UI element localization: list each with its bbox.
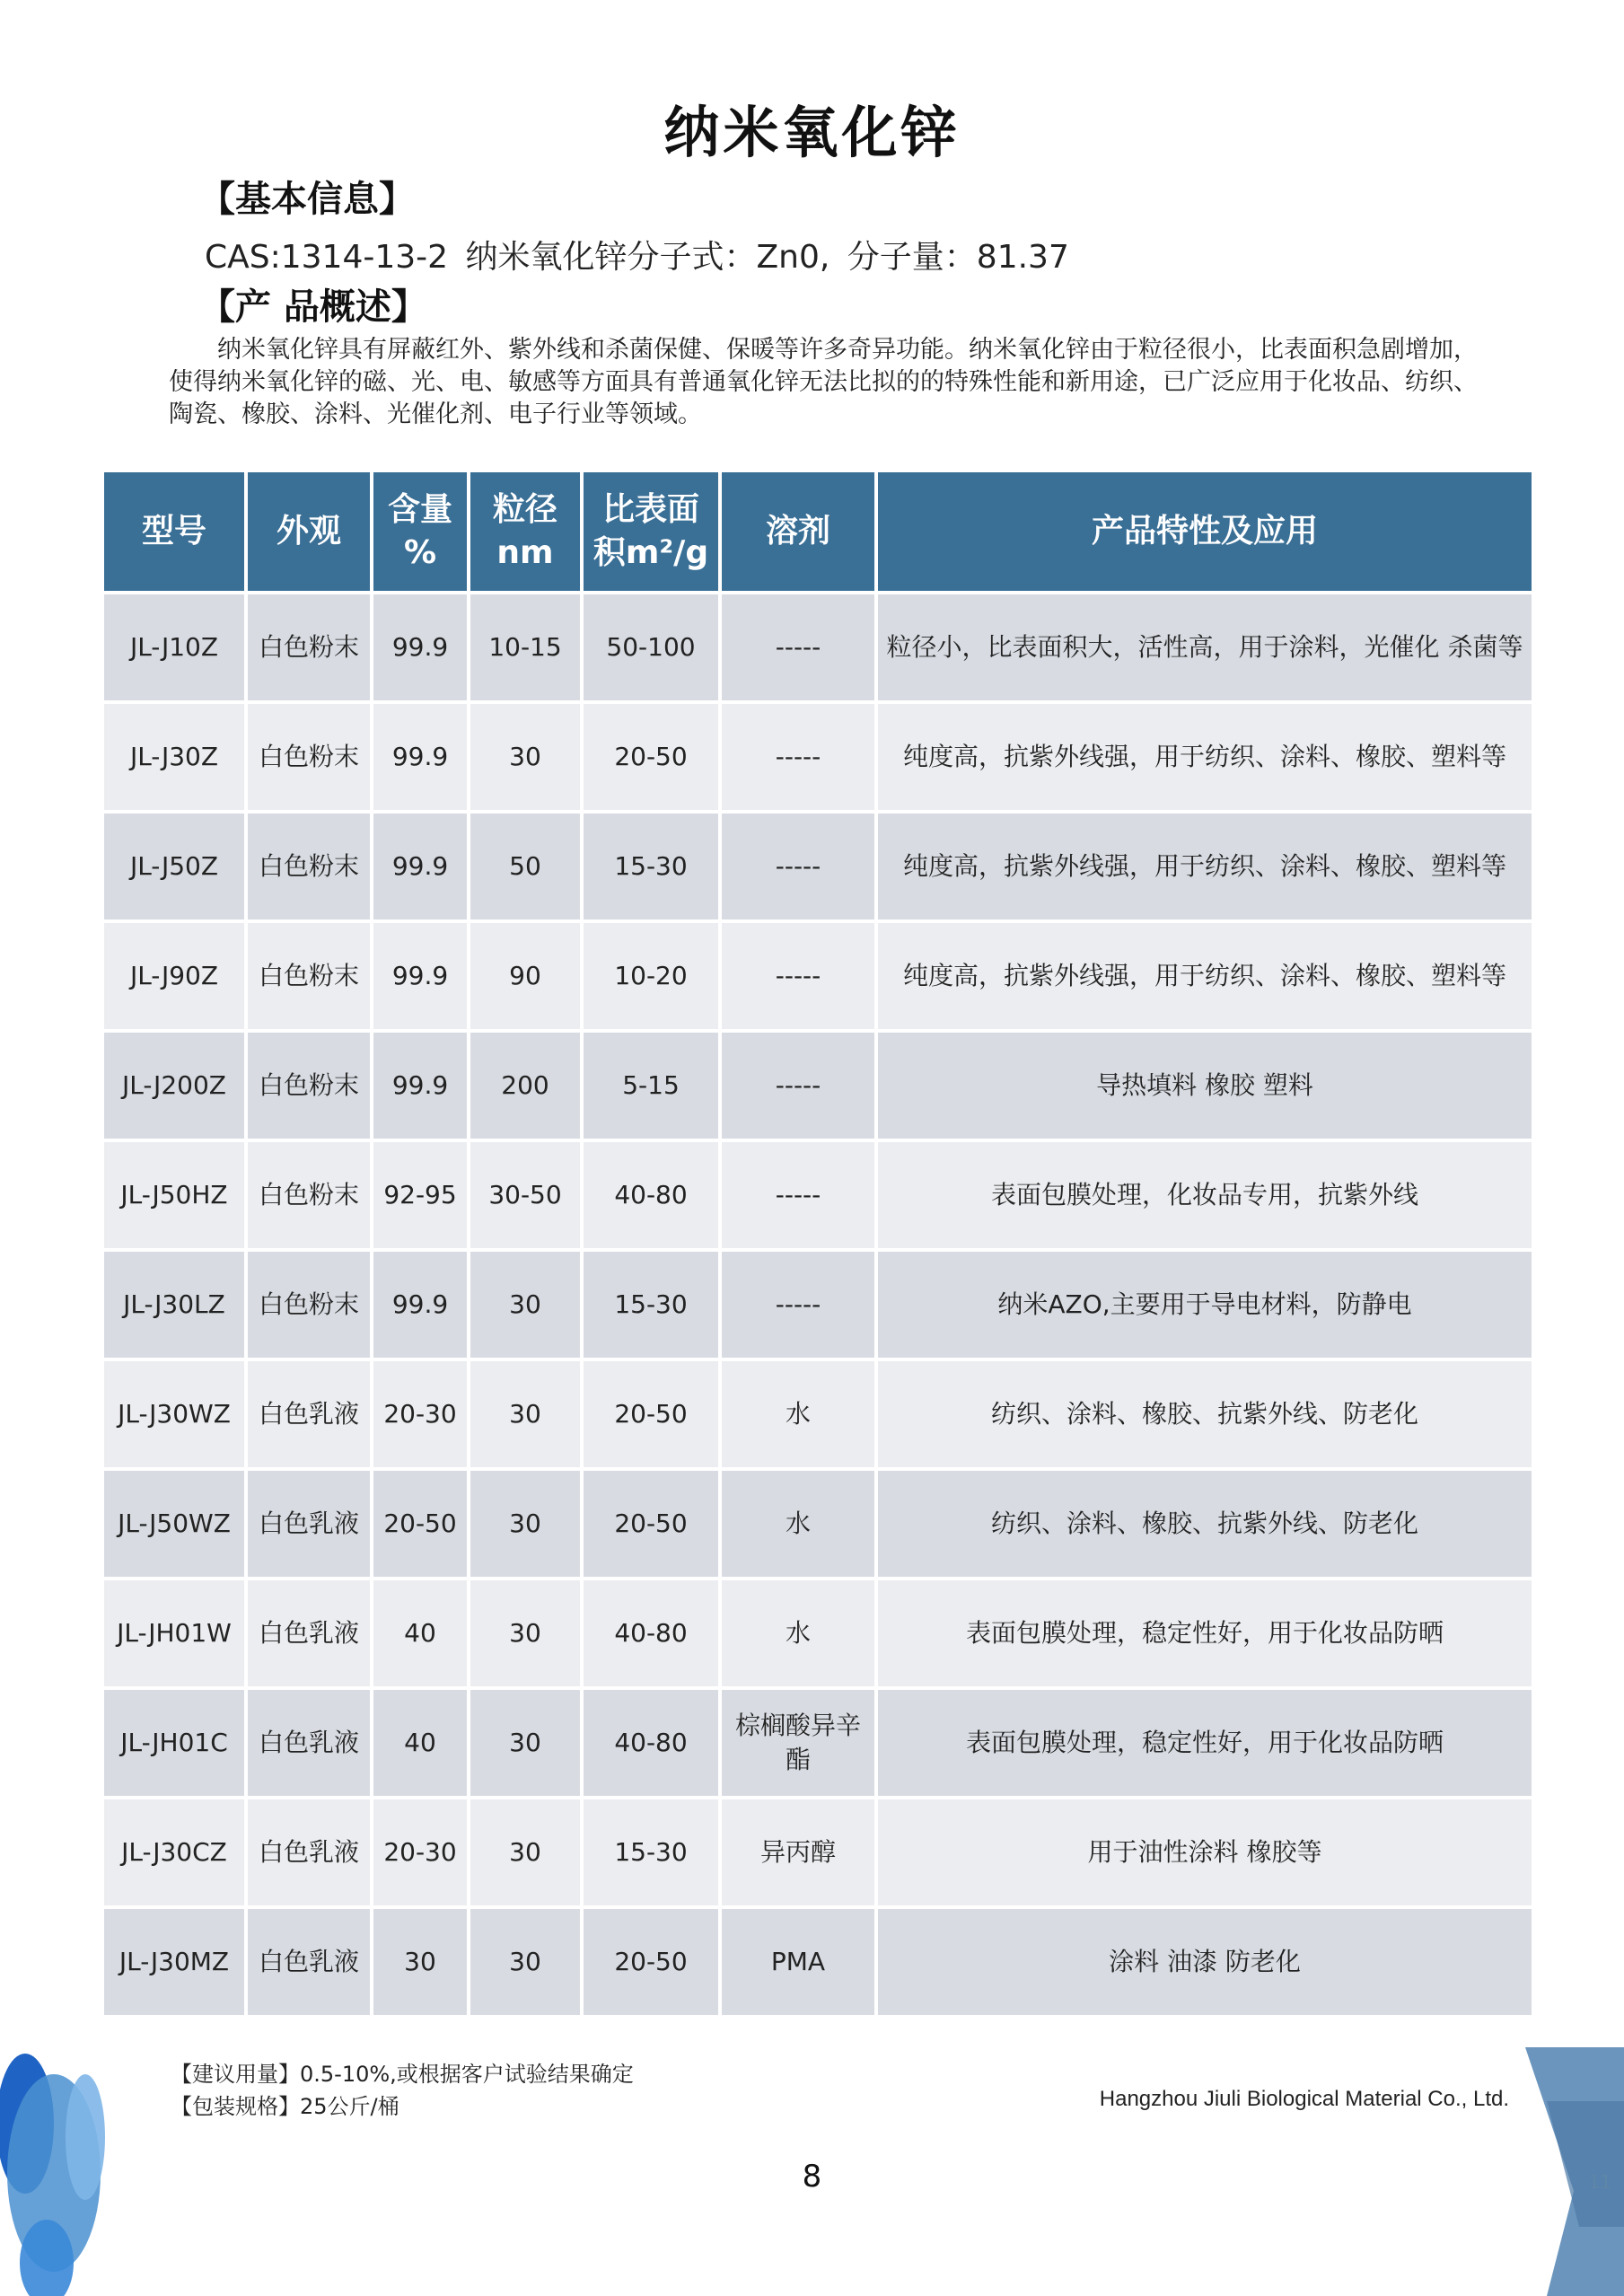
cell-particle-size: 50 (470, 814, 580, 919)
cell-surface-area: 20-50 (584, 1471, 718, 1577)
cell-model: JL-J200Z (104, 1033, 244, 1139)
cell-content: 30 (373, 1909, 467, 2015)
cell-application: 纺织、涂料、橡胶、抗紫外线、防老化 (878, 1471, 1532, 1577)
cell-content: 99.9 (373, 814, 467, 919)
cell-solvent: 棕榈酸异辛酯 (722, 1690, 874, 1796)
cell-model: JL-J30LZ (104, 1252, 244, 1358)
cell-particle-size: 30 (470, 1580, 580, 1686)
header-content: 含量 % (373, 472, 467, 591)
molecular-weight: 分子量：81.37 (847, 239, 1069, 276)
cell-application: 纯度高，抗紫外线强，用于纺织、涂料、橡胶、塑料等 (878, 923, 1532, 1029)
cell-application: 纺织、涂料、橡胶、抗紫外线、防老化 (878, 1361, 1532, 1467)
header-particle-size: 粒径 nm (470, 472, 580, 591)
cell-content: 99.9 (373, 1033, 467, 1139)
cell-appearance: 白色粉末 (248, 594, 370, 700)
table-row (104, 1909, 1532, 2015)
cell-application: 纯度高，抗紫外线强，用于纺织、涂料、橡胶、塑料等 (878, 814, 1532, 919)
cell-content: 99.9 (373, 704, 467, 810)
cell-content: 99.9 (373, 594, 467, 700)
cell-particle-size: 30 (470, 1471, 580, 1577)
cell-appearance: 白色乳液 (248, 1799, 370, 1905)
corner-page-number: 11 (1588, 2171, 1611, 2193)
cell-content: 99.9 (373, 923, 467, 1029)
header-model: 型号 (104, 472, 244, 591)
cell-content: 40 (373, 1690, 467, 1796)
cell-particle-size: 200 (470, 1033, 580, 1139)
cell-surface-area: 40-80 (584, 1690, 718, 1796)
cell-model: JL-J50HZ (104, 1142, 244, 1248)
cell-content: 99.9 (373, 1252, 467, 1358)
cell-appearance: 白色粉末 (248, 1033, 370, 1139)
cell-particle-size: 30 (470, 704, 580, 810)
cell-model: JL-J50WZ (104, 1471, 244, 1577)
cell-application: 表面包膜处理，稳定性好，用于化妆品防晒 (878, 1580, 1532, 1686)
overview-heading: 【产 品概述】 (199, 286, 427, 328)
cell-appearance: 白色乳液 (248, 1361, 370, 1467)
packaging-note: 【包装规格】25公斤/桶 (171, 2094, 399, 2119)
cell-model: JL-J30CZ (104, 1799, 244, 1905)
basic-info-heading: 【基本信息】 (199, 179, 415, 220)
cell-solvent: 异丙醇 (722, 1799, 874, 1905)
cell-model: JL-J50Z (104, 814, 244, 919)
cell-application: 表面包膜处理，化妆品专用，抗紫外线 (878, 1142, 1532, 1248)
cell-particle-size: 10-15 (470, 594, 580, 700)
cell-model: JL-J90Z (104, 923, 244, 1029)
cell-application: 用于油性涂料 橡胶等 (878, 1799, 1532, 1905)
table-row (104, 1252, 1532, 1358)
cell-model: JL-JH01C (104, 1690, 244, 1796)
cell-surface-area: 15-30 (584, 1799, 718, 1905)
cell-surface-area: 5-15 (584, 1033, 718, 1139)
table-body (104, 594, 1532, 2015)
header-surface-area: 比表面 积m²/g (584, 472, 718, 591)
cell-content: 20-30 (373, 1799, 467, 1905)
cell-content: 92-95 (373, 1142, 467, 1248)
cell-particle-size: 30 (470, 1799, 580, 1905)
cell-model: JL-J30Z (104, 704, 244, 810)
cell-content: 20-50 (373, 1471, 467, 1577)
cell-particle-size: 30 (470, 1361, 580, 1467)
basic-info-line (205, 232, 1076, 277)
cell-solvent: ----- (722, 923, 874, 1029)
cell-solvent: ----- (722, 1142, 874, 1248)
table-row (104, 923, 1532, 1029)
page-number: 8 (802, 2159, 822, 2195)
cell-surface-area: 15-30 (584, 814, 718, 919)
cell-appearance: 白色粉末 (248, 814, 370, 919)
cell-surface-area: 20-50 (584, 1909, 718, 2015)
cell-appearance: 白色乳液 (248, 1909, 370, 2015)
cell-solvent: ----- (722, 814, 874, 919)
cell-surface-area: 50-100 (584, 594, 718, 700)
table-row (104, 704, 1532, 810)
cell-surface-area: 40-80 (584, 1580, 718, 1686)
table-row (104, 1361, 1532, 1467)
product-spec-table (101, 469, 1535, 2019)
cell-solvent: PMA (722, 1909, 874, 2015)
cell-particle-size: 90 (470, 923, 580, 1029)
table-row (104, 1580, 1532, 1686)
overview-text: 纳米氧化锌具有屏蔽红外、紫外线和杀菌保健、保暖等许多奇异功能。纳米氧化锌由于粒径很小，比表面积急剧增加，使得纳米氧化锌的磁、光、电、敏感等方面具有普通氧化锌无法比拟的的特殊性能和新用途，已广泛应用于化妆品、纺织、陶瓷、橡胶、涂料、光催化剂、电子行业等领域。 (169, 336, 1478, 428)
cell-solvent: 水 (722, 1471, 874, 1577)
cell-application: 涂料 油漆 防老化 (878, 1909, 1532, 2015)
molecular-formula: 纳米氧化锌分子式：Zn0, (465, 239, 830, 276)
cell-surface-area: 20-50 (584, 704, 718, 810)
cell-solvent: 水 (722, 1580, 874, 1686)
cas-number: CAS:1314-13-2 (205, 239, 449, 276)
page-title: 纳米氧化锌 (663, 100, 961, 165)
cell-appearance: 白色乳液 (248, 1471, 370, 1577)
table-header-row (104, 472, 1532, 591)
cell-solvent: ----- (722, 594, 874, 700)
cell-model: JL-J30WZ (104, 1361, 244, 1467)
cell-application: 表面包膜处理，稳定性好，用于化妆品防晒 (878, 1690, 1532, 1796)
decorative-bubbles (0, 2038, 117, 2296)
cell-model: JL-J10Z (104, 594, 244, 700)
cell-appearance: 白色粉末 (248, 704, 370, 810)
cell-surface-area: 40-80 (584, 1142, 718, 1248)
header-appearance: 外观 (248, 472, 370, 591)
cell-particle-size: 30-50 (470, 1142, 580, 1248)
cell-application: 纳米AZO,主要用于导电材料，防静电 (878, 1252, 1532, 1358)
table-row (104, 1690, 1532, 1796)
cell-particle-size: 30 (470, 1909, 580, 2015)
table-row (104, 594, 1532, 700)
cell-application: 纯度高，抗紫外线强，用于纺织、涂料、橡胶、塑料等 (878, 704, 1532, 810)
cell-particle-size: 30 (470, 1690, 580, 1796)
cell-model: JL-JH01W (104, 1580, 244, 1686)
cell-surface-area: 15-30 (584, 1252, 718, 1358)
table-row (104, 1142, 1532, 1248)
cell-appearance: 白色乳液 (248, 1580, 370, 1686)
cell-particle-size: 30 (470, 1252, 580, 1358)
cell-model: JL-J30MZ (104, 1909, 244, 2015)
table-row (104, 1799, 1532, 1905)
cell-application: 粒径小，比表面积大，活性高，用于涂料，光催化 杀菌等 (878, 594, 1532, 700)
table-row (104, 1471, 1532, 1577)
cell-appearance: 白色粉末 (248, 1142, 370, 1248)
cell-application: 导热填料 橡胶 塑料 (878, 1033, 1532, 1139)
footer-notes (171, 2058, 634, 2123)
cell-content: 40 (373, 1580, 467, 1686)
cell-appearance: 白色乳液 (248, 1690, 370, 1796)
header-solvent: 溶剂 (722, 472, 874, 591)
cell-appearance: 白色粉末 (248, 1252, 370, 1358)
cell-solvent: ----- (722, 704, 874, 810)
cell-content: 20-30 (373, 1361, 467, 1467)
cell-surface-area: 10-20 (584, 923, 718, 1029)
cell-solvent: ----- (722, 1252, 874, 1358)
cell-solvent: 水 (722, 1361, 874, 1467)
dosage-note: 【建议用量】0.5-10%,或根据客户试验结果确定 (171, 2062, 634, 2087)
header-application: 产品特性及应用 (878, 472, 1532, 591)
cell-solvent: ----- (722, 1033, 874, 1139)
table-row (104, 1033, 1532, 1139)
company-name: Hangzhou Jiuli Biological Material Co., Ltd. (1099, 2087, 1509, 2111)
table-row (104, 814, 1532, 919)
cell-appearance: 白色粉末 (248, 923, 370, 1029)
cell-surface-area: 20-50 (584, 1361, 718, 1467)
